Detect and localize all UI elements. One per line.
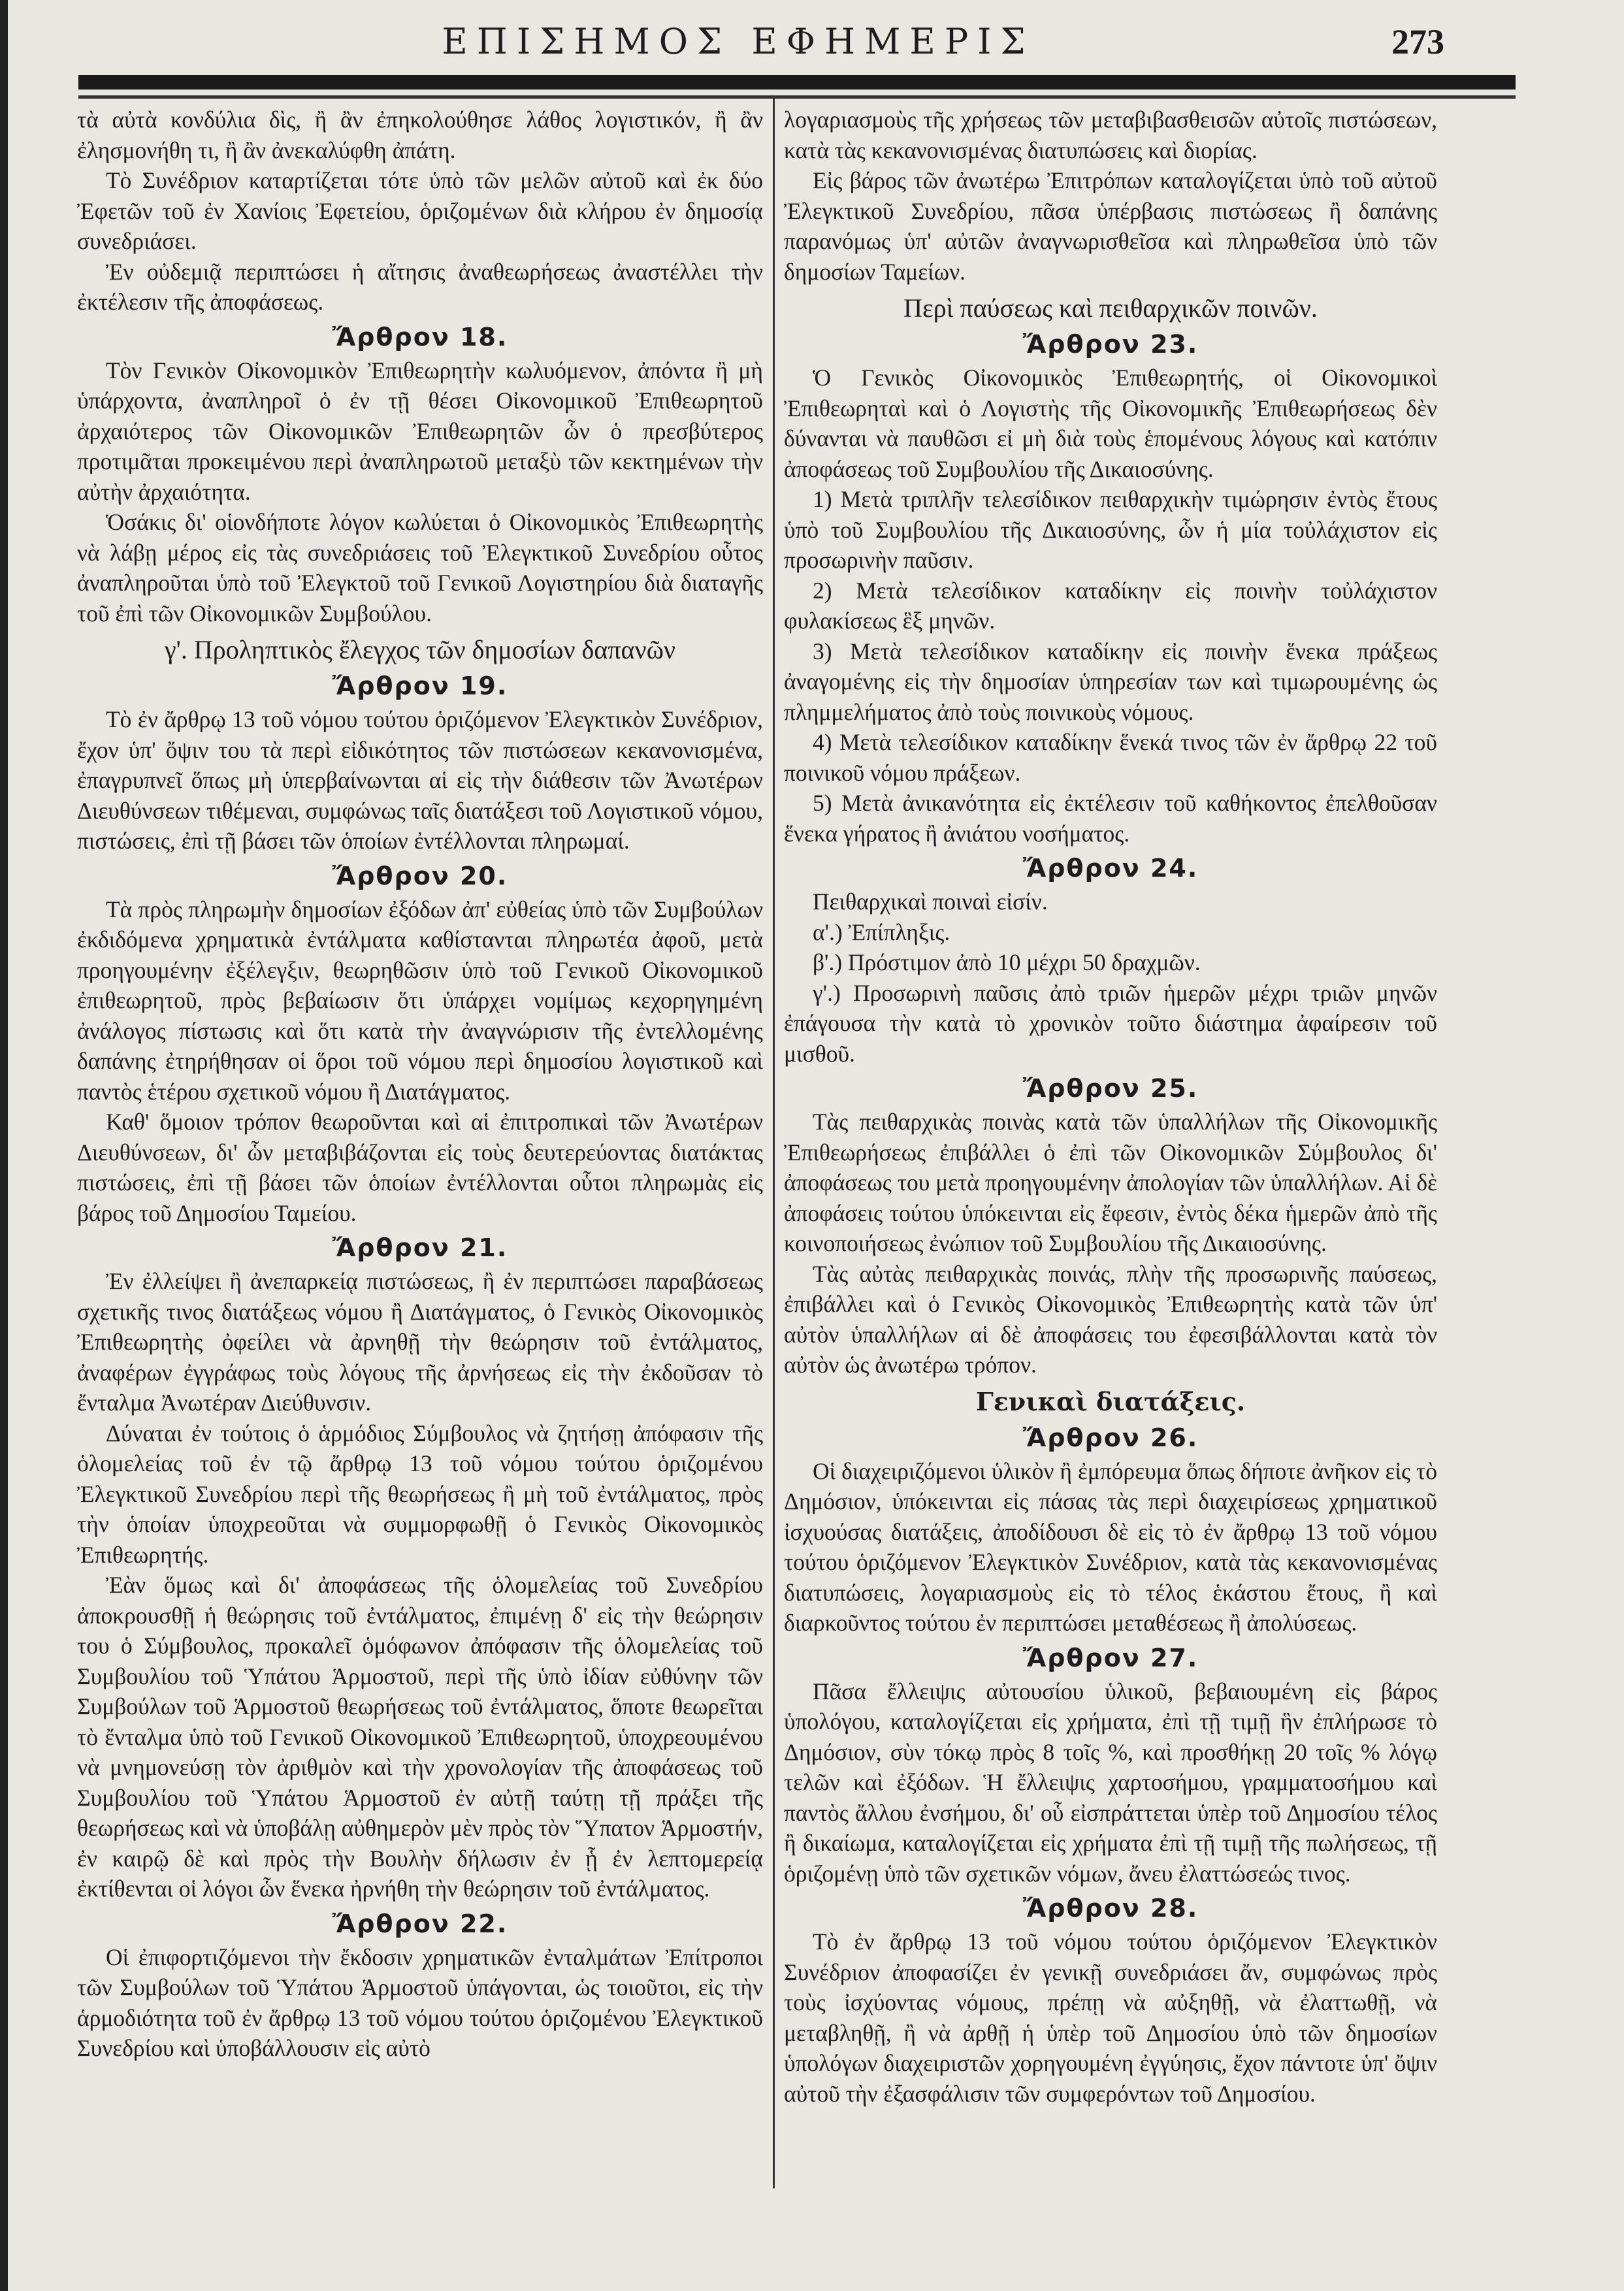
article-heading: Ἄρθρον 20. xyxy=(332,861,508,890)
paragraph: Ὁσάκις δι' οἱονδήποτε λόγον κωλύεται ὁ Οἰκονομικὸς Ἐπιθεωρητὴς νὰ λάβῃ μέρος εἰς τὰς συνεδριάσεις τοῦ Ἐλεγκτικοῦ Συνεδρίου οὗτος ἀναπληροῦται ὑπὸ τοῦ Ἐλεγκτοῦ τοῦ Γενικοῦ Λογιστηρίου διὰ διαταγῆς τοῦ ἐπὶ τῶν Οἰκονομικῶν Συμβούλου. xyxy=(77,509,763,626)
paragraph: Οἱ διαχειριζόμενοι ὑλικὸν ἢ ἐμπόρευμα ὅπως δήποτε ἀνῆκον εἰς τὸ Δημόσιον, ὑπόκεινται εἰς πάσας τὰς περὶ διαχειρίσεως χρηματικοῦ ἰσχυούσας διατάξεις, ἀποδίδουσι δὲ εἰς τὸ ἐν ἄρθρῳ 13 τοῦ νόμου τούτου ὁριζόμενον Ἐλεγκτικὸν Συνέδριον, κατὰ τὰς κεκανονισμένας διατυπώσεις, λογαριασμοὺς εἰς τὸ τέλος ἑκάστου ἔτους, ἢ καὶ διαρκοῦντος τούτου ἐν περιπτώσει μεταθέσεως ἢ ἀπολύσεως. xyxy=(784,1457,1437,1636)
article-heading: Ἄρθρον 23. xyxy=(1022,330,1199,359)
paragraph: 5) Μετὰ ἀνικανότητα εἰς ἐκτέλεσιν τοῦ καθήκοντος ἐπελθοῦσαν ἕνεκα γήρατος ἢ ἀνιάτου νοσήματος. xyxy=(784,790,1437,847)
paragraph: Πειθαρχικαὶ ποιναὶ εἰσίν. xyxy=(813,888,1048,915)
page-number: 273 xyxy=(1391,22,1444,61)
header-rule-thin xyxy=(78,95,1516,99)
header-rule-thick xyxy=(78,75,1516,89)
article-heading: Ἄρθρον 24. xyxy=(1022,854,1199,883)
paragraph: Τὰ πρὸς πληρωμὴν δημοσίων ἐξόδων ἀπ' εὐθείας ὑπὸ τῶν Συμβούλων ἐκδιδόμενα χρηματικὰ ἐντάλματα καθίστανται πληρωτέα ἀφοῦ, μετὰ προηγουμένην ἐξέλεγξιν, θεωρηθῶσιν ὑπὸ τοῦ Γενικοῦ Οἰκονομικοῦ ἐπιθεωρητοῦ, πρὸς βεβαίωσιν ὅτι ὑπάρχει νομίμως κεχορηγημένη ἀνάλογος πίστωσις καὶ ὅτι κατὰ τὴν ἀναγνώρισιν τῆς ἐντελλομένης δαπάνης ἐτηρήθησαν οἱ ὅροι τοῦ νόμου περὶ δημοσίου λογιστικοῦ καὶ παντὸς ἑτέρου σχετικοῦ νόμου ἢ Διατάγματος. xyxy=(77,896,763,1105)
paragraph: τὰ αὐτὰ κονδύλια δὶς, ἢ ἂν ἐπηκολούθησε λάθος λογιστικόν, ἢ ἂν ἐλησμονήθη τι, ἢ ἂν ἀνεκαλύφθη ἀπάτη. xyxy=(77,106,763,163)
paragraph: Τὰς πειθαρχικὰς ποινὰς κατὰ τῶν ὑπαλλήλων τῆς Οἰκονομικῆς Ἐπιθεωρήσεως ἐπιβάλλει ὁ ἐπὶ τῶν Οἰκονομικῶν Σύμβουλος δι' ἀποφάσεως του μετὰ προηγουμένην ἀπολογίαν τῶν ὑπαλλήλων. Αἱ δὲ ἀποφάσεις τούτου ὑπόκεινται εἰς ἔφεσιν, ἐντὸς δέκα ἡμερῶν ἀπὸ τῆς κοινοποιήσεως ἐνώπιον τοῦ Συμβουλίου τῆς Δικαιοσύνης. xyxy=(784,1109,1437,1256)
paragraph: λογαριασμοὺς τῆς χρήσεως τῶν μεταβιβασθεισῶν αὐτοῖς πιστώσεων, κατὰ τὰς κεκανονισμένας διατυπώσεις καὶ διορίας. xyxy=(784,106,1437,163)
paragraph: Οἱ ἐπιφορτιζόμενοι τὴν ἔκδοσιν χρηματικῶν ἐνταλμάτων Ἐπίτροποι τῶν Συμβούλων τοῦ Ὑπάτου Ἁρμοστοῦ ὑπάγονται, ὡς τοιοῦτοι, εἰς τὴν ἁρμοδιότητα τοῦ ἐν ἄρθρῳ 13 τοῦ νόμου τούτου ὁριζομένου Ἐλεγκτικοῦ Συνεδρίου καὶ ὑποβάλλουσιν εἰς αὐτὸ xyxy=(77,1943,763,2061)
paragraph: Τὸ Συνέδριον καταρτίζεται τότε ὑπὸ τῶν μελῶν αὐτοῦ καὶ ἐκ δύο Ἐφετῶν τοῦ ἐν Χανίοις Ἐφετείου, ὁριζομένων διὰ κλήρου ἐν δημοσίᾳ συνεδριάσει. xyxy=(77,167,763,254)
paragraph: Ἐν ἐλλείψει ἢ ἀνεπαρκείᾳ πιστώσεως, ἢ ἐν περιπτώσει παραβάσεως σχετικῆς τινος διατάξεως νόμου ἢ Διατάγματος, ὁ Γενικὸς Οἰκονομικὸς Ἐπιθεωρητὴς ὀφείλει νὰ ἀρνηθῇ τὴν θεώρησιν τοῦ ἐντάλματος, ἀναφέρων ἐγγράφως τοὺς λόγους τῆς ἀρνήσεως εἰς τὴν ἐκδοῦσαν τὸ ἔνταλμα Ἀνωτέραν Διεύθυνσιν. xyxy=(77,1268,763,1416)
right-column xyxy=(784,105,1437,2109)
article-heading: Ἄρθρον 19. xyxy=(332,672,508,700)
paragraph: Τὸ ἐν ἄρθρῳ 13 τοῦ νόμου τούτου ὁριζόμενον Ἐλεγκτικὸν Συνέδριον ἀποφασίζει ἐν γενικῇ συνεδριάσει ἄν, συμφώνως πρὸς τοὺς ἰσχύοντας νόμους, πρέπῃ νὰ αὐξηθῇ, νὰ ἐλαττωθῇ, νὰ μεταβληθῇ, ἢ νὰ ἀρθῇ ἡ ὑπὲρ τοῦ Δημοσίου ὑπὸ τῶν δημοσίων ὑπολόγων διαχειριστῶν χορηγουμένη ἐγγύησις, ἔχον πάντοτε ὑπ' ὄψιν αὐτοῦ τὴν ἐξασφάλισιν τῶν συμφερόντων τοῦ Δημοσίου. xyxy=(784,1928,1437,2107)
article-heading: Ἄρθρον 27. xyxy=(1022,1643,1199,1672)
paragraph: Δύναται ἐν τούτοις ὁ ἁρμόδιος Σύμβουλος νὰ ζητήσῃ ἀπόφασιν τῆς ὁλομελείας τοῦ ἐν τῷ ἄρθρῳ 13 τοῦ νόμου τούτου ὁριζομένου Ἐλεγκτικοῦ Συνεδρίου περὶ τῆς θεωρήσεως ἢ μὴ τοῦ ἐντάλματος, πρὸς τὴν ὁποίαν ὑποχρεοῦται νὰ συμμορφωθῇ ὁ Γενικὸς Οἰκονομικὸς Ἐπιθεωρητής. xyxy=(77,1420,763,1568)
paragraph: α'.) Ἐπίπληξις. xyxy=(813,918,950,945)
paragraph: 2) Μετὰ τελεσίδικον καταδίκην εἰς ποινὴν τοὐλάχιστον φυλακίσεως ἓξ μηνῶν. xyxy=(784,577,1437,634)
paragraph: β'.) Πρόστιμον ἀπὸ 10 μέχρι 50 δραχμῶν. xyxy=(813,949,1201,975)
paragraph: 4) Μετὰ τελεσίδικον καταδίκην ἕνεκά τινος τῶν ἐν ἄρθρῳ 22 τοῦ ποινικοῦ νόμου πράξεων. xyxy=(784,729,1437,786)
article-heading: Ἄρθρον 26. xyxy=(1022,1423,1199,1452)
paragraph: Πᾶσα ἔλλειψις αὐτουσίου ὑλικοῦ, βεβαιουμένη εἰς βάρος ὑπολόγου, καταλογίζεται εἰς χρήματα, ἐπὶ τῇ τιμῇ ἣν ἐπλήρωσε τὸ Δημόσιον, σὺν τόκῳ πρὸς 8 τοῖς %, καὶ προσθήκῃ 20 τοῖς % λόγῳ τελῶν καὶ ἐξόδων. Ἡ ἔλλειψις χαρτοσήμου, γραμματοσήμου καὶ παντὸς ἄλλου ἐνσήμου, δι' οὗ εἰσπράττεται ὑπὲρ τοῦ Δημοσίου τέλος ἢ δικαίωμα, καταλογίζεται εἰς χρήματα ἐπὶ τῇ τιμῇ τῆς πωλήσεως, τῇ ὁριζομένῃ ὑπὸ τῶν σχετικῶν νόμων, ἄνευ ἐλαττώσεώς τινος. xyxy=(784,1678,1437,1887)
paragraph: Εἰς βάρος τῶν ἀνωτέρω Ἐπιτρόπων καταλογίζεται ὑπὸ τοῦ αὐτοῦ Ἐλεγκτικοῦ Συνεδρίου, πᾶσα ὑπέρβασις πιστώσεως ἢ δαπάνης παρανόμως ὑπ' αὐτῶν ἀναγνωρισθεῖσα καὶ πληρωθεῖσα ὑπὸ τῶν δημοσίων Ταμείων. xyxy=(784,167,1437,285)
paragraph: Καθ' ὅμοιον τρόπον θεωροῦνται καὶ αἱ ἐπιτροπικαὶ τῶν Ἀνωτέρων Διευθύνσεων, δι' ὧν μεταβιβάζονται εἰς τοὺς δευτερεύοντας διατάκτας πιστώσεις, ἐπὶ τῇ βάσει τῶν ὁποίων ἐντέλλονται οὗτοι πληρωμὰς εἰς βάρος τοῦ Δημοσίου Ταμείου. xyxy=(77,1109,763,1226)
paragraph: Ἐν οὐδεμιᾷ περιπτώσει ἡ αἴτησις ἀναθεωρήσεως ἀναστέλλει τὴν ἐκτέλεσιν τῆς ἀποφάσεως. xyxy=(77,258,763,315)
paragraph: Ἐὰν ὅμως καὶ δι' ἀποφάσεως τῆς ὁλομελείας τοῦ Συνεδρίου ἀποκρουσθῇ ἡ θεώρησις τοῦ ἐντάλματος, ἐπιμένῃ δ' εἰς τὴν θεώρησιν του ὁ Σύμβουλος, προκαλεῖ ὁμόφωνον ἀπόφασιν τῆς ὁλομελείας τοῦ Συμβουλίου τοῦ Ὑπάτου Ἁρμοστοῦ, περὶ τῆς ὑπὸ ἰδίαν εὐθύνην τῶν Συμβούλων τοῦ Ἁρμοστοῦ θεωρήσεως τοῦ ἐντάλματος, ὅποτε θεωρεῖται τὸ ἔνταλμα ὑπὸ τοῦ Γενικοῦ Οἰκονομικοῦ Ἐπιθεωρητοῦ, ὑποχρεουμένου νὰ μνημονεύσῃ τὸν ἀριθμὸν καὶ τὴν χρονολογίαν τῆς ἀποφάσεως τοῦ Συμβουλίου τοῦ Ὑπάτου Ἁρμοστοῦ ἐν αὐτῇ ταύτῃ τῇ πράξει τῆς θεωρήσεως καὶ νὰ ὑποβάλῃ αὐθημερὸν μὲν πρὸς τὸν Ὕπατον Ἁρμοστήν, ἐν καιρῷ δὲ καὶ πρὸς τὴν Βουλὴν δήλωσιν ἐν ᾗ ἐν λεπτομερείᾳ ἐκτίθενται οἱ λόγοι ὧν ἕνεκα ἠρνήθη τὴν θεώρησιν τοῦ ἐντάλματος. xyxy=(77,1572,763,1902)
section-heading: γ'. Προληπτικὸς ἔλεγχος τῶν δημοσίων δαπανῶν xyxy=(165,635,675,664)
article-heading: Ἄρθρον 25. xyxy=(1022,1074,1199,1103)
article-heading: Ἄρθρον 18. xyxy=(332,322,508,351)
paragraph: 1) Μετὰ τριπλῆν τελεσίδικον πειθαρχικὴν τιμώρησιν ἐντὸς ἔτους ὑπὸ τοῦ Συμβουλίου τῆς Δικαιοσύνης, ὧν ἡ μία τοὐλάχιστον εἰς προσωρινὴν παῦσιν. xyxy=(784,486,1437,573)
paragraph: Τὰς αὐτὰς πειθαρχικὰς ποινάς, πλὴν τῆς προσωρινῆς παύσεως, ἐπιβάλλει καὶ ὁ Γενικὸς Οἰκονομικὸς Ἐπιθεωρητὴς κατὰ τῶν ὑπ' αὐτὸν ὑπαλλήλων αἱ δὲ ἀποφάσεις του ἐφεσιβάλλονται κατὰ τὸν αὐτὸν ὡς ἀνωτέρω τρόπον. xyxy=(784,1260,1437,1378)
gazette-title: ΕΠΙΣΗΜΟΣ ΕΦΗΜΕΡΙΣ xyxy=(442,21,1035,62)
article-heading: Ἄρθρον 28. xyxy=(1022,1894,1199,1923)
article-heading: Ἄρθρον 22. xyxy=(332,1909,508,1938)
scan-edge xyxy=(0,0,8,2291)
paragraph: Ὁ Γενικὸς Οἰκονομικὸς Ἐπιθεωρητής, οἱ Οἰκονομικοὶ Ἐπιθεωρηταὶ καὶ ὁ Λογιστὴς τῆς Οἰκονομικῆς Ἐπιθεωρήσεως δὲν δύνανται νὰ παυθῶσι εἰ μὴ διὰ τοὺς ἑπομένους λόγους καὶ κατόπιν ἀποφάσεως τοῦ Συμβουλίου τῆς Δικαιοσύνης. xyxy=(784,365,1437,482)
paragraph: 3) Μετὰ τελεσίδικον καταδίκην εἰς ποινὴν ἕνεκα πράξεως ἀναγομένης εἰς τὴν δημοσίαν ὑπηρεσίαν των καὶ τιμωρουμένης ὡς πλημμελήματος ἀπὸ τοὺς ποινικοὺς νόμους. xyxy=(784,638,1437,725)
column-divider xyxy=(773,98,775,2188)
paragraph: γ'.) Προσωρινὴ παῦσις ἀπὸ τριῶν ἡμερῶν μέχρι τριῶν μηνῶν ἐπάγουσα τὴν κατὰ τὸ χρονικὸν τοῦτο διάστημα ἀφαίρεσιν τοῦ μισθοῦ. xyxy=(784,979,1437,1067)
article-heading: Ἄρθρον 21. xyxy=(332,1233,508,1262)
section-heading: Γενικαὶ διατάξεις. xyxy=(975,1386,1246,1416)
paragraph: Τὸ ἐν ἄρθρῳ 13 τοῦ νόμου τούτου ὁριζόμενον Ἐλεγκτικὸν Συνέδριον, ἔχον ὑπ' ὄψιν του τὰ περὶ εἰδικότητος τῶν πιστώσεων κεκανονισμένα, ἐπαγρυπνεῖ ὅπως μὴ ὑπερβαίνωνται αἱ εἰς τὴν διάθεσιν τῶν Ἀνωτέρων Διευθύνσεων τιθέμεναι, συμφώνως ταῖς διατάξεσι τοῦ Λογιστικοῦ νόμου, πιστώσεις, ἐπὶ τῇ βάσει τῶν ὁποίων ἐντέλλονται πληρωμαί. xyxy=(77,706,763,854)
left-column xyxy=(77,105,763,2064)
paragraph: Τὸν Γενικὸν Οἰκονομικὸν Ἐπιθεωρητὴν κωλυόμενον, ἀπόντα ἢ μὴ ὑπάρχοντα, ἀναπληροῖ ὁ ἐν τῇ θέσει Οἰκονομικοῦ Ἐπιθεωρητοῦ ἀρχαιότερος τῶν Οἰκονομικῶν Ἐπιθεωρητῶν ὧν ὁ πρεσβύτερος προτιμᾶται προκειμένου περὶ ἀναπληρωτοῦ μεταξὺ τῶν κεκτημένων τὴν αὐτὴν ἀρχαιότητα. xyxy=(77,357,763,505)
section-heading: Περὶ παύσεως καὶ πειθαρχικῶν ποινῶν. xyxy=(903,293,1318,323)
